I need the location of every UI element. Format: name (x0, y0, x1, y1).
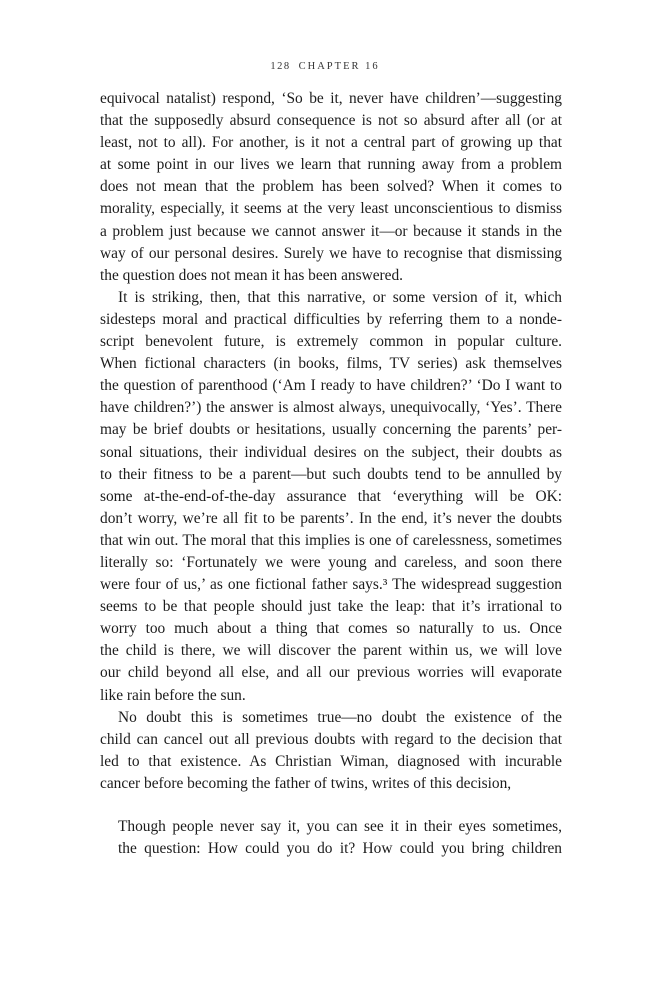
text-line: that the supposedly absurd consequence is not so absurd after all (or at (100, 112, 562, 130)
text-line: the child is there, we will discover the parent within us, we will love (100, 642, 562, 660)
text-line: may be brief doubts or hesitations, usually concerning the parents’ per- (100, 421, 562, 439)
text-line: does not mean that the problem has been solved? When it comes to (100, 178, 562, 196)
text-line: It is striking, then, that this narrative, or some version of it, which (118, 288, 562, 306)
text-line: to their fitness to be a parent—but such doubts tend to be annulled by (100, 465, 562, 483)
text-line: at some point in our lives we learn that running away from a problem (100, 156, 562, 174)
text-line: were four of us,’ as one fictional father says.³ The widespread suggestion (100, 576, 562, 594)
text-line: a problem just because we cannot answer it—or because it stands in the (100, 222, 562, 240)
text-line: least, not to all). For another, is it not a central part of growing up that (100, 134, 562, 152)
block-quote (118, 816, 562, 860)
paragraph (100, 287, 562, 707)
chapter-heading: CHAPTER 16 (298, 61, 380, 72)
quote-line: the question: How could you do it? How could you bring children (118, 840, 562, 858)
text-line: the question of parenthood (‘Am I ready to have children?’ ‘Do I want to (100, 377, 562, 395)
text-line: way of our personal desires. Surely we have to recognise that dismissing (100, 244, 562, 262)
text-line: that win out. The moral that this implies is one of carelessness, sometimes (100, 531, 562, 549)
text-line: the question does not mean it has been answered. (100, 266, 404, 284)
text-line: sonal situations, their individual desires on the subject, their doubts as (100, 443, 562, 461)
text-line: like rain before the sun. (100, 686, 246, 704)
text-line: cancer before becoming the father of twins, writes of this decision, (100, 774, 512, 792)
text-line: child can cancel out all previous doubts with regard to the decision that (100, 730, 562, 748)
text-line: our child beyond all else, and all our previous worries will evaporate (100, 664, 562, 682)
quote-line: Though people never say it, you can see it in their eyes sometimes, (118, 818, 562, 835)
text-line: script benevolent future, is extremely common in popular culture. (100, 333, 562, 351)
page-number: 128 (270, 61, 291, 72)
text-line: some at-the-end-of-the-day assurance that ‘everything will be OK: (100, 487, 562, 505)
text-line: worry too much about a thing that comes so naturally to us. Once (100, 620, 562, 638)
text-line: equivocal natalist) respond, ‘So be it, never have children’—suggesting (100, 90, 562, 107)
text-line: morality, especially, it seems at the very least unconscientious to dismiss (100, 200, 562, 218)
text-line: sidesteps moral and practical difficulties by referring them to a nonde- (100, 310, 562, 328)
running-head (0, 61, 650, 72)
text-line: No doubt this is sometimes true—no doubt the existence of the (118, 708, 562, 726)
text-line: don’t worry, we’re all fit to be parents’. In the end, it’s never the doubts (100, 509, 562, 527)
text-line: When fictional characters (in books, films, TV series) ask themselves (100, 355, 562, 373)
paragraph (100, 707, 562, 795)
text-line: have children?’) the answer is almost always, unequivocally, ‘Yes’. There (100, 399, 562, 417)
body-text (100, 88, 562, 795)
text-line: literally so: ‘Fortunately we were young and careless, and soon there (100, 553, 562, 571)
text-line: seems to be that people should just take the leap: that it’s irrational to (100, 598, 562, 616)
paragraph (100, 88, 562, 287)
text-line: led to that existence. As Christian Wiman, diagnosed with incurable (100, 752, 562, 770)
